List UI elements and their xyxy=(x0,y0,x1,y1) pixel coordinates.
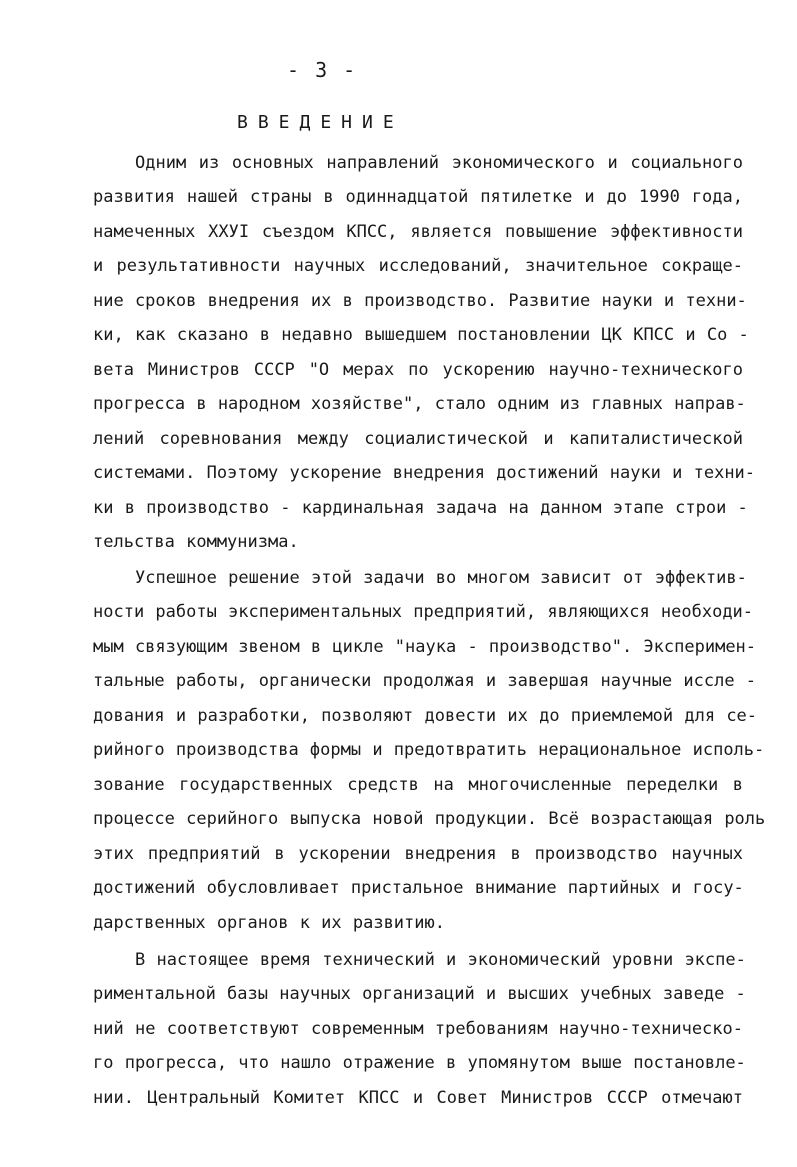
text-line: ки в производство - кардинальная задача на данном этапе строи - xyxy=(93,498,748,518)
text-line: нии. Центральный Комитет КПСС и Совет Министров СССР отмечают xyxy=(93,1088,743,1108)
text-line: го прогресса, что нашло отражение в упомянутом выше постановле- xyxy=(93,1053,746,1073)
text-line: Успешное решение этой задачи во многом зависит от эффектив- xyxy=(135,568,747,588)
page-number: - 3 - xyxy=(287,58,358,82)
text-line: ки, как сказано в недавно вышедшем постановлении ЦК КПСС и Со - xyxy=(93,325,749,345)
section-heading: ВВЕДЕНИЕ xyxy=(237,112,404,133)
text-line: тальные работы, органически продолжая и завершая научные иссле - xyxy=(93,671,757,691)
text-line: В настоящее время технический и экономический уровни экспе- xyxy=(135,950,746,970)
text-line: и результативности научных исследований, значительное сокраще- xyxy=(93,256,743,276)
text-line: дарственных органов к их развитию. xyxy=(93,913,445,933)
text-line: намеченных ХХУI съездом КПСС, является повышение эффективности xyxy=(93,222,743,242)
text-line: системами. Поэтому ускорение внедрения достижений науки и техни- xyxy=(93,463,756,483)
text-line: риментальной базы научных организаций и высших учебных заведе - xyxy=(93,984,746,1004)
text-line: развития нашей страны в одиннадцатой пятилетке и до 1990 года, xyxy=(93,187,743,207)
text-line: дования и разработки, позволяют довести их до приемлемой для се- xyxy=(93,706,758,726)
text-line: тельства коммунизма. xyxy=(93,532,299,552)
text-line: прогресса в народном хозяйстве", стало одним из главных направ- xyxy=(93,394,746,414)
text-line: ности работы экспериментальных предприятий, являющихся необходи- xyxy=(93,602,754,622)
text-line: мым связующим звеном в цикле "наука - производство". Эксперимен- xyxy=(93,637,757,657)
text-line: рийного производства формы и предотвратить нерациональное исполь- xyxy=(93,740,765,760)
text-line: Одним из основных направлений экономического и социального xyxy=(135,153,743,173)
text-line: этих предприятий в ускорении внедрения в производство научных xyxy=(93,844,743,864)
text-line: ние сроков внедрения их в производство. Развитие науки и техни- xyxy=(93,291,747,311)
text-line: вета Министров СССР "О мерах по ускорению научно-технического xyxy=(93,360,743,380)
text-line: лений соревнования между социалистической и капиталистической xyxy=(93,429,743,449)
text-line: достижений обусловливает пристальное внимание партийных и госу- xyxy=(93,878,744,898)
text-line: ний не соответствуют современным требованиям научно-техническо- xyxy=(93,1019,743,1039)
text-line: процессе серийного выпуска новой продукции. Всё возрастающая роль xyxy=(93,809,766,829)
text-line: зование государственных средств на многочисленные переделки в xyxy=(93,775,743,795)
